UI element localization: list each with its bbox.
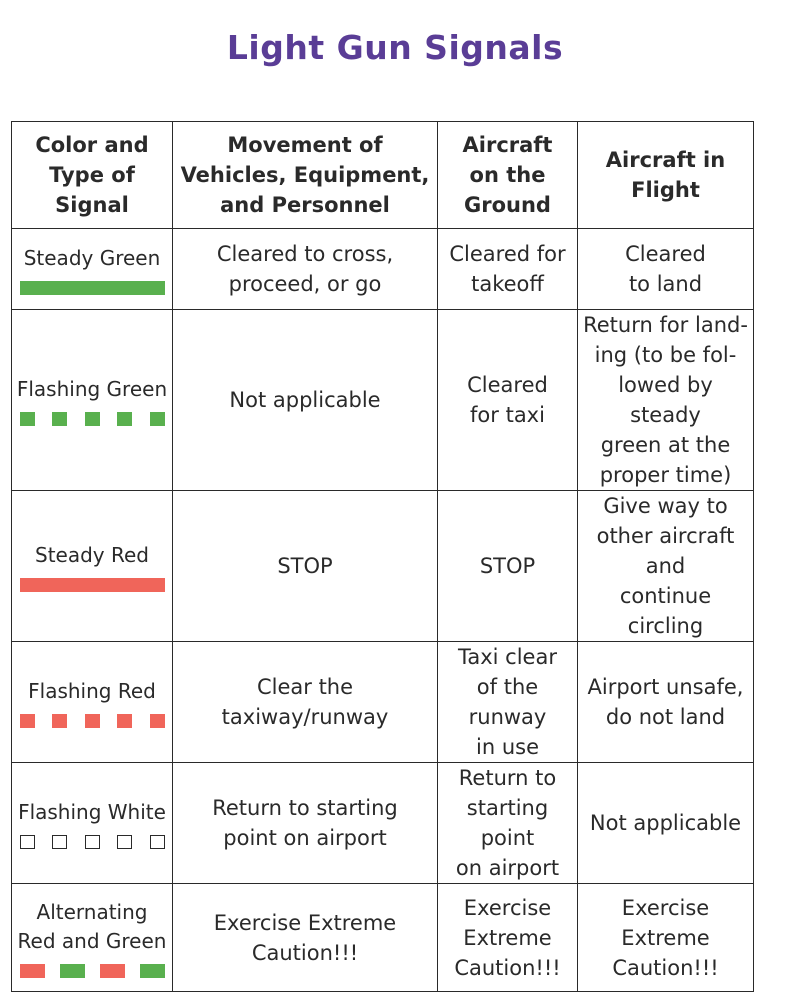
green-dash [20,412,35,426]
signal-label: Steady Red [35,542,149,567]
vehicles-cell [173,491,438,642]
header-line: Movement of [227,133,383,157]
cell-text-line: starting point [466,796,549,850]
cell-text-line: Cleared [467,373,548,397]
signal-label: Steady Green [23,245,161,270]
signal-cell [12,884,173,992]
cell-text-line: Return to starting [212,796,398,820]
cell-text-line: Caution!!! [454,955,561,980]
cell-text-line: Not applicable [589,811,742,835]
cell-text-line: STOP [479,554,536,578]
white-dash [52,835,67,849]
cell-text-line: continue circling [619,584,712,638]
vehicles-cell [173,763,438,884]
light-gun-signals-table [11,121,754,992]
flashing-green-indicator [16,412,168,426]
flight-cell [578,763,754,884]
flashing-red-indicator [16,714,168,728]
signal-label: Flashing Red [28,678,156,703]
header-line: Aircraft [462,133,553,157]
header-line: Vehicles, Equipment, [180,163,430,187]
cell-text-line: Cleared [625,242,706,266]
cell-text-line: STOP [277,554,333,578]
table-row [12,229,754,310]
vehicles-cell [173,310,438,491]
header-line: Aircraft in [605,148,726,172]
solid-light-bar [20,281,165,295]
cell-text-line: Exercise [621,895,710,920]
cell-text-line: Cleared to cross, [216,242,394,266]
cell-text-line: proper time) [599,463,732,487]
ground-cell [438,491,578,642]
ground-cell [438,229,578,310]
red-dash [20,964,45,978]
white-dash [85,835,100,849]
cell-text-line: Caution!!! [612,955,719,980]
header-flight [578,122,754,229]
flash-dashes [20,964,165,978]
cell-text-line: Extreme [463,925,552,950]
table-row [12,642,754,763]
cell-text-line: of the runway [468,675,547,729]
cell-text-line: Not applicable [229,388,381,412]
cell-text-line: proceed, or go [228,272,382,296]
header-vehicles [173,122,438,229]
steady-red-indicator [16,578,168,592]
table-row [12,491,754,642]
vehicles-cell [173,642,438,763]
flight-cell [578,642,754,763]
green-dash [117,412,132,426]
cell-text-line: in use [476,735,539,759]
header-signal [12,122,173,229]
vehicles-cell [173,884,438,992]
cell-text-line: Extreme [621,925,710,950]
header-line: Type of [49,163,135,187]
green-dash [85,412,100,426]
cell-text-line: Give way to [603,494,728,518]
table-row [12,884,754,992]
red-dash [85,714,100,728]
ground-cell [438,884,578,992]
flash-dashes [20,412,165,426]
signal-label: Flashing Green [16,376,168,401]
header-line: on the [469,163,546,187]
alternating-red-green-indicator [16,964,168,978]
ground-cell [438,310,578,491]
green-dash [150,412,165,426]
red-dash [20,714,35,728]
cell-text-line: takeoff [471,272,544,296]
cell-text-line: lowed by steady [618,373,713,427]
table-row [12,763,754,884]
cell-text-line: ing (to be fol- [594,343,737,367]
cell-text-line: Taxi clear [458,645,557,669]
green-dash [60,964,85,978]
header-row [12,122,754,229]
table-row [12,310,754,491]
flight-cell [578,491,754,642]
signal-cell [12,642,173,763]
header-line: Flight [631,178,700,202]
cell-text-line: other aircraft and [596,524,735,578]
cell-text-line: Return to [458,766,557,790]
flash-dashes [20,714,165,728]
cell-text-line: on airport [455,856,560,880]
ground-cell [438,763,578,884]
cell-text-line: do not land [605,705,726,729]
header-line: Signal [55,193,129,217]
cell-text-line: Return for land- [583,313,748,337]
cell-text-line: Caution!!! [251,940,359,965]
header-ground [438,122,578,229]
header-line: Ground [464,193,551,217]
cell-text-line: green at the [600,433,731,457]
signal-cell [12,763,173,884]
white-dash [150,835,165,849]
signal-label: Red and Green [17,928,167,953]
red-dash [100,964,125,978]
flight-cell [578,229,754,310]
signal-label: Alternating [36,899,148,924]
ground-cell [438,642,578,763]
header-line: Color and [35,133,149,157]
green-dash [52,412,67,426]
white-dash [20,835,35,849]
cell-text-line: Cleared for [449,242,566,266]
vehicles-cell [173,229,438,310]
signal-cell [12,491,173,642]
cell-text-line: point on airport [223,826,387,850]
flashing-white-indicator [16,835,168,849]
signal-label: Flashing White [18,799,166,824]
header-line: and Personnel [220,193,390,217]
white-dash [117,835,132,849]
signal-cell [12,310,173,491]
cell-text-line: to land [628,272,703,296]
red-dash [117,714,132,728]
cell-text-line: for taxi [470,403,545,427]
flash-dashes [20,835,165,849]
cell-text-line: Clear the [256,675,354,699]
red-dash [150,714,165,728]
page-title: Light Gun Signals [226,28,564,67]
cell-text-line: Airport unsafe, [587,675,744,699]
steady-green-indicator [16,281,168,295]
flight-cell [578,884,754,992]
solid-light-bar [20,578,165,592]
signal-cell [12,229,173,310]
cell-text-line: Exercise [463,895,552,920]
flight-cell [578,310,754,491]
cell-text-line: taxiway/runway [221,705,389,729]
red-dash [52,714,67,728]
green-dash [140,964,165,978]
cell-text-line: Exercise Extreme [213,910,397,935]
